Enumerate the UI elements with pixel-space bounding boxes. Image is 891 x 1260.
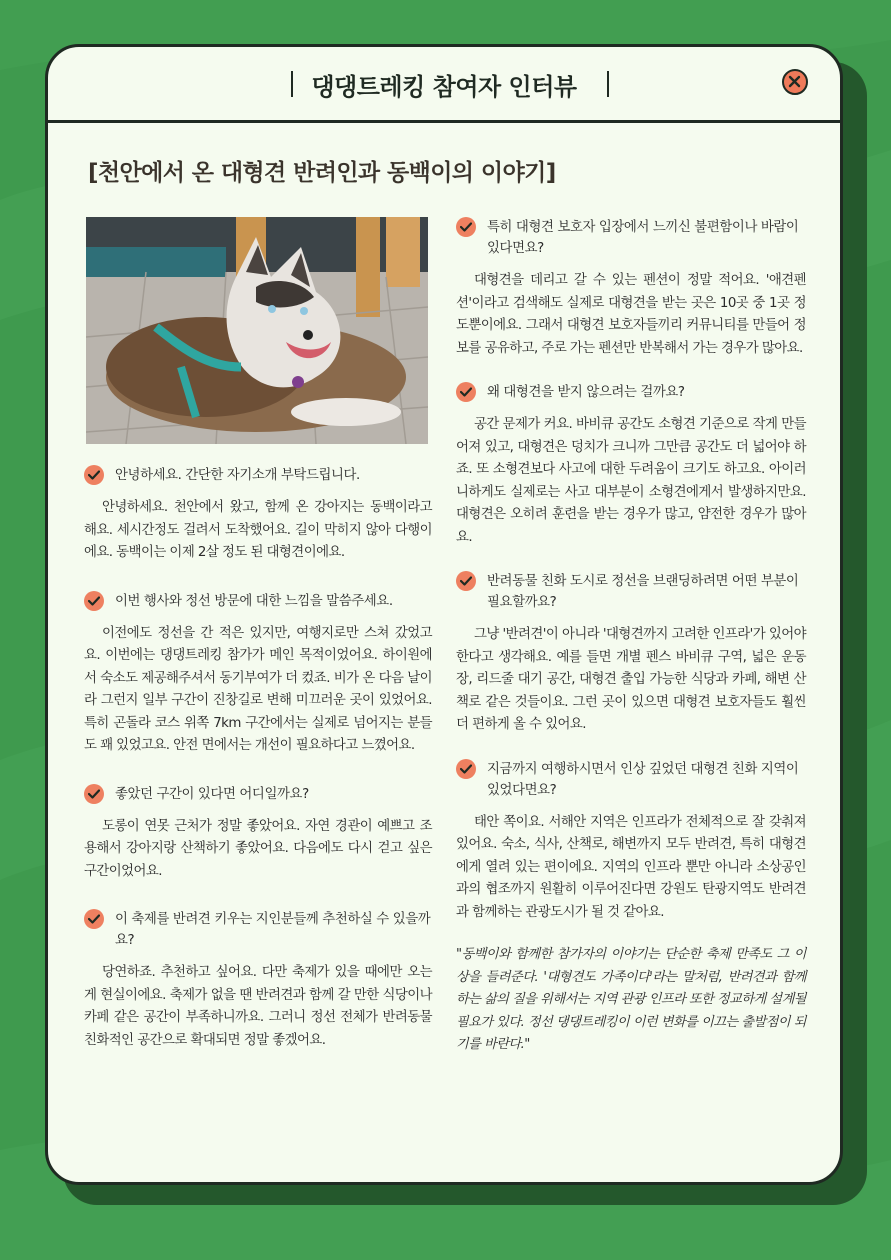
check-icon [84, 591, 104, 611]
answer: 대형견을 데리고 갈 수 있는 펜션이 정말 적어요. '애견펜션'이라고 검색해도 실제로 대형견을 받는 곳은 10곳 중 1곳 정도뿐이에요. 그래서 대형견 보호자들끼리 커뮤니티를 만들어 정보를 공유하고, 주로 가는 펜션만 반복해서 가는 경우가 많아요. [456, 273, 806, 356]
check-icon [456, 382, 476, 402]
husky-photo [86, 217, 428, 444]
check-icon [84, 784, 104, 804]
check-icon [456, 759, 476, 779]
article-title: [천안에서 온 대형견 반려인과 동백이의 이야기] [88, 160, 556, 186]
check-icon [84, 909, 104, 929]
check-icon [456, 571, 476, 591]
question: 특히 대형견 보호자 입장에서 느끼신 불편함이나 바람이 있다면요? [456, 217, 806, 259]
check-icon [84, 465, 104, 485]
check-icon [456, 217, 476, 237]
answer: 공간 문제가 커요. 바비큐 공간도 소형견 기준으로 작게 만들어져 있고, 대형견은 덩치가 크니까 그만큼 공간도 더 넓어야 하죠. 또 소형견보다 사고에 대한 두려움이 크기도 하고요. 아이러니하게도 실제로는 사고 대부분이 소형견에게서 발생하지만요. 대형견은 오히려 훈련을 받는 경우가 많고, 얌전한 경우가 많아요. [456, 417, 806, 545]
title-divider-right [607, 71, 609, 97]
left-column [84, 465, 432, 1052]
question: 좋았던 구간이 있다면 어디일까요? [84, 784, 432, 805]
answer: 안녕하세요. 천안에서 왔고, 함께 온 강아지는 동백이라고 해요. 세시간정도 걸려서 도착했어요. 길이 막히지 않아 다행이에요. 동백이는 이제 2살 정도 된 대형견이에요. [84, 500, 432, 560]
answer: 이전에도 정선을 간 적은 있지만, 여행지로만 스쳐 갔었고요. 이번에는 댕댕트레킹 참가가 메인 목적이었어요. 하이원에서 숙소도 제공해주셔서 동기부여가 더 컸죠. 비가 온 다음 날이라 그런지 일부 구간이 진창길로 변해 미끄러운 곳이 있었어요. 특히 곤돌라 코스 위쪽 7km 구간에서는 실제로 넘어지는 분들도 꽤 있었고요. 안전 면에서는 개선이 필요하다고 느꼈어요. [84, 625, 432, 753]
right-column [456, 217, 806, 1057]
interview-card [45, 44, 843, 1185]
answer: 태안 쪽이요. 서해안 지역은 인프라가 전체적으로 잘 갖춰져 있어요. 숙소, 식사, 산책로, 해변까지 모두 반려견, 특히 대형견에게 열려 있는 편이에요. 지역의 인프라 뿐만 아니라 소상공인과의 협조까지 원활히 이루어진다면 강원도 탄광지역도 반려견과 함께하는 관광도시가 될 것 같아요. [456, 814, 806, 920]
close-icon [788, 75, 801, 88]
card-header [48, 47, 840, 123]
question: 반려동물 친화 도시로 정선을 브랜딩하려면 어떤 부분이 필요할까요? [456, 571, 806, 613]
page-title: 댕댕트레킹 참여자 인터뷰 [311, 73, 577, 101]
answer: 당연하죠. 추천하고 싶어요. 다만 축제가 있을 때에만 오는 게 현실이에요. 축제가 없을 땐 반려견과 함께 갈 만한 식당이나 카페 같은 공간이 부족하니까요. 그러니 정선 전체가 반려동물 친화적인 공간으로 확대되면 정말 좋겠어요. [84, 965, 432, 1048]
question: 이 축제를 반려견 키우는 지인분들께 추천하실 수 있을까요? [84, 909, 432, 951]
question: 안녕하세요. 간단한 자기소개 부탁드립니다. [84, 465, 432, 486]
answer: 도롱이 연못 근처가 정말 좋았어요. 자연 경관이 예쁘고 조용해서 강아지랑 산책하기 좋았어요. 다음에도 다시 걷고 싶은 구간이었어요. [84, 818, 432, 879]
question: 지금까지 여행하시면서 인상 깊었던 대형견 친화 지역이 있었다면요? [456, 759, 806, 801]
question: 왜 대형견을 받지 않으려는 걸까요? [456, 382, 806, 403]
answer: 그냥 '반려견'이 아니라 '대형견까지 고려한 인프라'가 있어야 한다고 생각해요. 예를 들면 개별 펜스 바비큐 구역, 넓은 운동장, 리드줄 대기 공간, 대형견 출입 가능한 식당과 카페, 해변 산책로 같은 것들이요. 그런 곳이 있으면 대형견 보호자들도 훨씬 더 편하게 올 수 있어요. [456, 627, 807, 732]
question: 이번 행사와 정선 방문에 대한 느낌을 말씀주세요. [84, 591, 432, 612]
closing-quote: "동백이와 함께한 참가자의 이야기는 단순한 축제 만족도 그 이상을 들려준다. '대형견도 가족이다'라는 말처럼, 반려견과 함께하는 삶의 질을 위해서는 지역 관광 인프라 또한 정교하게 설계될 필요가 있다. 정선 댕댕트레킹이 이런 변화를 이끄는 출발점이 되기를 바란다." [456, 947, 806, 1052]
close-button[interactable] [782, 69, 808, 95]
